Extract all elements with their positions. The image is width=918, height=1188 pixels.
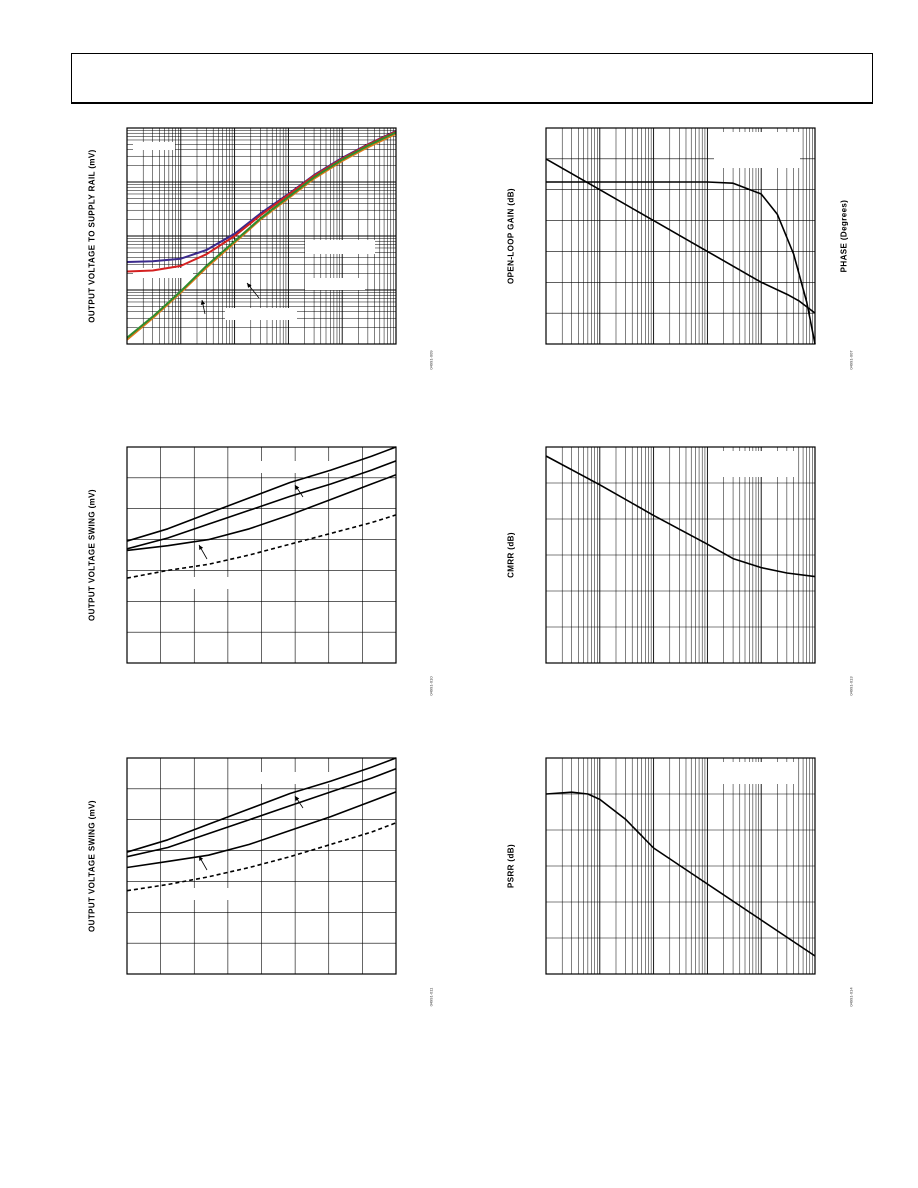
legend-mask-0: [718, 451, 796, 477]
series-line-0: [546, 792, 815, 956]
legend-mask-1: [183, 888, 243, 900]
chart-0-figure-code: 04991-009: [428, 350, 434, 370]
legend-mask-4: [225, 308, 297, 320]
chart-output-swing-2: [127, 758, 396, 974]
chart-2-figure-code: 04991-010: [428, 676, 434, 696]
series-line-1: [546, 182, 815, 344]
legend-mask-0: [255, 772, 345, 784]
chart-4-ylabel: OUTPUT VOLTAGE SWING (mV): [87, 800, 97, 932]
chart-1-plot: [546, 128, 815, 344]
chart-cmrr: [546, 447, 815, 663]
chart-4-figure-code: 04991-011: [428, 987, 434, 1007]
legend-mask-2: [305, 240, 375, 254]
annotation-arrow-b-head: [201, 300, 205, 305]
chart-0-plot: [127, 128, 396, 344]
chart-psrr: [546, 758, 815, 974]
page-header-box: [71, 53, 873, 104]
legend-mask-0: [708, 762, 796, 784]
chart-3-plot: [546, 447, 815, 663]
chart-3-figure-code: 04991-013: [848, 676, 854, 696]
chart-0-ylabel: OUTPUT VOLTAGE TO SUPPLY RAIL (mV): [87, 149, 97, 323]
chart-1-ylabel: OPEN-LOOP GAIN (dB): [506, 188, 516, 284]
chart-open-loop-gain-phase: [546, 128, 815, 344]
chart-2-ylabel: OUTPUT VOLTAGE SWING (mV): [87, 489, 97, 621]
chart-2-plot: [127, 447, 396, 663]
annotation-arrow-a-head: [295, 485, 299, 490]
chart-5-figure-code: 04991-014: [848, 987, 854, 1007]
legend-mask-1: [183, 577, 243, 589]
chart-3-ylabel: CMRR (dB): [506, 532, 516, 578]
annotation-arrow-a-head: [295, 796, 299, 801]
chart-4-plot: [127, 758, 396, 974]
chart-output-swing-1: [127, 447, 396, 663]
legend-mask-0: [133, 142, 175, 150]
chart-output-voltage-to-rail: [127, 128, 396, 344]
chart-5-ylabel: PSRR (dB): [506, 843, 516, 889]
chart-1-y2label: PHASE (Degrees): [839, 199, 849, 273]
chart-1-figure-code: 04991-007: [848, 350, 854, 370]
chart-5-plot: [546, 758, 815, 974]
legend-mask-0: [714, 132, 800, 168]
legend-mask-3: [305, 278, 365, 290]
series-line-3: [127, 132, 396, 337]
legend-mask-0: [255, 461, 345, 473]
